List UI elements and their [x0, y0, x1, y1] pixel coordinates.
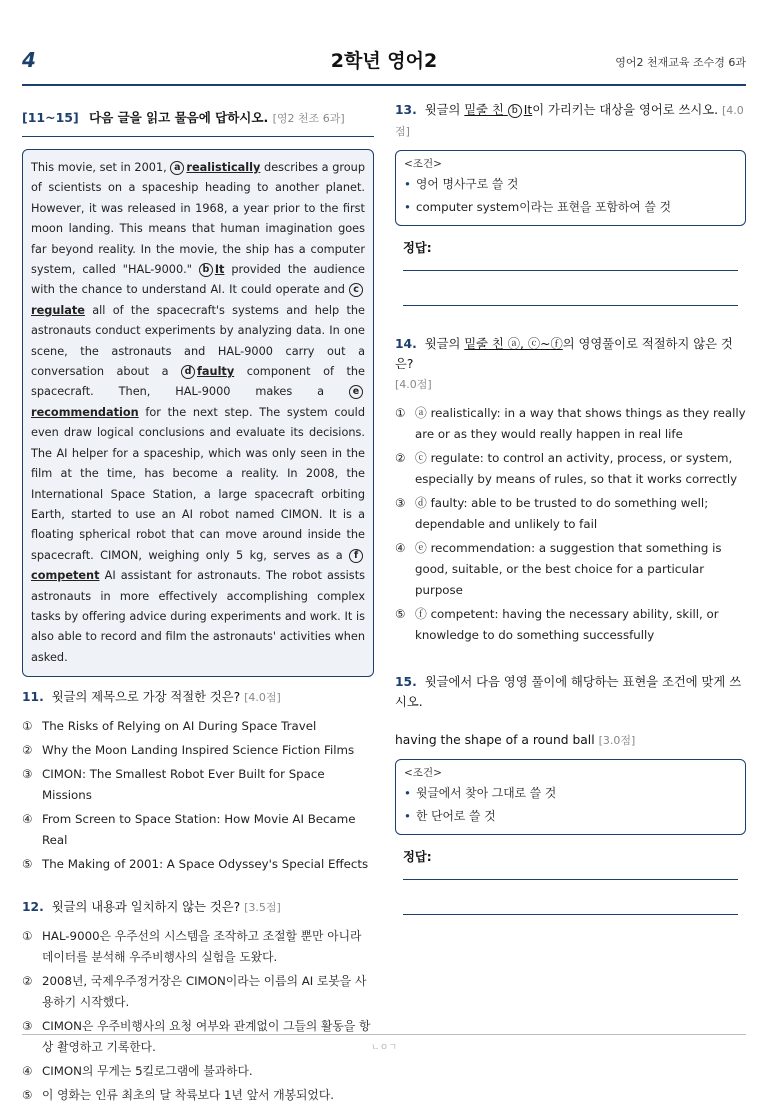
- question-points: [3.5점]: [244, 901, 281, 915]
- choice-text: CIMON의 무게는 5킬로그램에 불과하다.: [42, 1064, 253, 1079]
- condition-item: • 윗글에서 찾아 그대로 쓸 것: [404, 782, 737, 805]
- question-text: 윗글에서 다음 영영 풀이에 해당하는 표현을 조건에 맞게 쓰시오.: [395, 675, 742, 709]
- question-points: [4.0점]: [395, 378, 432, 391]
- choice-option[interactable]: [395, 448, 746, 490]
- question-13: [395, 100, 746, 306]
- choice-text: From Screen to Space Station: How Movie AI Became Real: [42, 812, 356, 848]
- condition-box: [395, 759, 746, 835]
- passage-text: describes a group of scientists on a spaceship heading to another planet. However, it was released in 1968, a year prior to the first moon landing. This means that human imagination goes far beyond reality. In the movie, the ship has a computer system, called "HAL-9000.": [31, 161, 366, 277]
- page-number: 4: [22, 48, 36, 72]
- question-number: 14.: [395, 337, 417, 351]
- choice-text: realistically: in a way that shows things as they really are or as they would really happen in real life: [415, 406, 746, 441]
- choice-number: ⑤: [22, 1088, 33, 1103]
- choice-option[interactable]: [22, 809, 374, 851]
- question-14: [395, 334, 746, 646]
- choice-number: ④: [22, 1064, 33, 1079]
- question-underlined: [464, 103, 532, 117]
- choice-list: [22, 926, 374, 1106]
- page-subtitle: 영어2 천재교육 조수경 6과: [615, 56, 746, 69]
- choice-option[interactable]: [22, 926, 374, 968]
- choice-number: ③: [22, 767, 33, 782]
- question-11: [22, 687, 374, 875]
- question-text: 이 가리키는 대상을 영어로 쓰시오.: [532, 103, 719, 117]
- answer-line[interactable]: [403, 914, 738, 915]
- question-title: [395, 334, 746, 395]
- left-column: [22, 100, 374, 1109]
- choice-mark: ⓓ: [415, 496, 427, 510]
- passage-text: for the next step. The system could even draw logical conclusions and evaluate its decisions. The AI helper for a spaceship, which was only seen in the film at the time, has become a reality. In 2008, the International Space Station, a large spacecraft orbiting Earth, started to use an AI robot named CIMON. It is a floating spherical robot that can move around inside the spacecraft. CIMON, weighing only 5 kg, serves as a: [31, 405, 365, 562]
- question-number: 13.: [395, 103, 417, 117]
- choice-number: ⑤: [395, 607, 406, 621]
- mark-word: It: [523, 103, 533, 117]
- choice-mark: ⓔ: [415, 541, 427, 555]
- choice-text: recommendation: a suggestion that something is good, suitable, or the best choice for a particular purpose: [415, 541, 722, 597]
- choice-option[interactable]: [395, 604, 746, 646]
- marker-b: [199, 263, 225, 276]
- choice-option[interactable]: [395, 493, 746, 535]
- section-heading: [22, 100, 374, 137]
- choice-mark: ⓕ: [415, 607, 427, 621]
- choice-number: ①: [22, 929, 33, 944]
- header-divider: [22, 84, 746, 86]
- condition-title: <조건>: [404, 767, 442, 779]
- choice-number: ⑤: [22, 857, 33, 872]
- question-points: [3.0점]: [598, 734, 636, 747]
- passage-text: AI assistant for astronauts. The robot assists astronauts in more effectively accomplishing complex tasks by offering advice during experiments and work. It is also able to record and film the astronauts' activities when asked.: [31, 569, 366, 664]
- choice-list: [395, 403, 746, 646]
- question-number: 15.: [395, 675, 417, 689]
- question-underlined: 밑줄 친 ⓐ, ⓒ~ⓕ: [464, 337, 563, 351]
- underlined-word-c: regulate: [31, 303, 85, 317]
- question-12: [22, 897, 374, 1106]
- passage-text: This movie, set in 2001,: [31, 161, 167, 174]
- choice-text: regulate: to control an activity, process, or system, especially by means of rules, so that it works correctly: [415, 451, 738, 486]
- condition-box: [395, 150, 746, 226]
- question-title: [22, 897, 374, 918]
- condition-item: • 영어 명사구로 쓸 것: [404, 173, 737, 196]
- choice-text: 2008년, 국제우주정거장은 CIMON이라는 이름의 AI 로봇을 사용하기 시작했다.: [42, 974, 367, 1010]
- passage-text: all of the spacecraft's systems and help the astronauts conduct experiments by analyzing data. In one scene, the astronauts and HAL-9000 carry out a conversation about a: [31, 303, 366, 379]
- underlined-word-b: It: [214, 263, 225, 277]
- choice-text: Why the Moon Landing Inspired Science Fiction Films: [42, 743, 355, 758]
- marker-d: [181, 365, 234, 378]
- circle-mark-e: e: [349, 385, 363, 399]
- choice-mark: ⓐ: [415, 406, 427, 420]
- circle-mark-b: b: [508, 104, 522, 118]
- choice-option[interactable]: [395, 538, 746, 601]
- choice-text: CIMON: The Smallest Robot Ever Built for Space Missions: [42, 767, 325, 803]
- question-text: 윗글의 내용과 일치하지 않는 것은?: [51, 900, 241, 915]
- choice-text: faulty: able to be trusted to do something well; dependable and unlikely to fail: [415, 496, 709, 531]
- condition-item: • computer system이라는 표현을 포함하여 쓸 것: [404, 196, 737, 219]
- definition-line: [395, 730, 746, 751]
- answer-line[interactable]: [403, 879, 738, 880]
- choice-mark: ⓒ: [415, 451, 427, 465]
- section-instruction: 다음 글을 읽고 물음에 답하시오.: [89, 110, 269, 125]
- choice-list: [22, 716, 374, 875]
- choice-text: 이 영화는 인류 최초의 달 착륙보다 1년 앞서 개봉되었다.: [42, 1088, 334, 1103]
- marker-a: [170, 161, 260, 174]
- section-range: [11~15]: [22, 110, 79, 125]
- choice-option[interactable]: [22, 971, 374, 1013]
- footer-mark: ㄴㅇㄱ: [370, 1043, 398, 1053]
- circle-mark-c: c: [349, 283, 363, 297]
- underlined-text: 밑줄 친: [464, 103, 504, 117]
- question-text: 윗글의 제목으로 가장 적절한 것은?: [51, 690, 241, 705]
- question-points: [4.0점]: [395, 104, 744, 138]
- choice-option[interactable]: [395, 403, 746, 445]
- section-source: [영2 천조 6과]: [272, 112, 345, 125]
- definition-text: having the shape of a round ball: [395, 733, 595, 747]
- circle-mark-a: a: [170, 161, 184, 175]
- choice-text: CIMON은 우주비행사의 요청 여부와 관계없이 그들의 활동을 항상 촬영하고 기록한다.: [42, 1019, 371, 1055]
- choice-text: competent: having the necessary ability, skill, or knowledge to do something successfully: [415, 607, 719, 642]
- circle-mark-b: b: [199, 263, 213, 277]
- choice-number: ③: [22, 1019, 33, 1034]
- choice-number: ②: [22, 743, 33, 758]
- choice-text: HAL-9000은 우주선의 시스템을 조작하고 조절할 뿐만 아니라 데이터를 분석해 우주비행사의 실험을 도왔다.: [42, 929, 362, 965]
- choice-text: The Making of 2001: A Space Odyssey's Special Effects: [42, 857, 369, 872]
- choice-number: ①: [395, 406, 406, 420]
- choice-option[interactable]: [22, 854, 374, 875]
- page-title: 2학년 영어2: [330, 50, 438, 72]
- right-column: [395, 100, 746, 915]
- underlined-word-d: faulty: [196, 365, 235, 379]
- choice-option[interactable]: [22, 1085, 374, 1106]
- underlined-word-f: competent: [31, 569, 100, 583]
- passage-text: provided the audience with the chance to understand AI. It could operate and: [31, 263, 366, 297]
- choice-option[interactable]: [22, 764, 374, 806]
- choice-number: ①: [22, 719, 33, 734]
- answer-line[interactable]: [403, 305, 738, 306]
- answer-label: 정답:: [403, 241, 432, 255]
- condition-title: <조건>: [404, 158, 442, 170]
- choice-number: ②: [395, 451, 406, 465]
- answer-label: 정답:: [403, 850, 432, 864]
- question-title: [22, 687, 374, 708]
- answer-line[interactable]: [403, 270, 738, 271]
- condition-item: • 한 단어로 쓸 것: [404, 805, 737, 828]
- choice-text: The Risks of Relying on AI During Space Travel: [42, 719, 317, 734]
- choice-option[interactable]: [22, 1061, 374, 1082]
- footer-divider: [22, 1034, 746, 1035]
- question-title: [395, 100, 746, 142]
- question-15: [395, 672, 746, 915]
- question-number: 12.: [22, 900, 44, 915]
- question-text: 윗글의: [424, 337, 461, 351]
- choice-number: ④: [22, 812, 33, 827]
- choice-number: ③: [395, 496, 406, 510]
- passage-text: component of the spacecraft. Then, HAL-9000 makes a: [31, 365, 365, 399]
- underlined-word-a: realistically: [186, 161, 261, 174]
- reading-passage: [22, 149, 374, 677]
- choice-number: ②: [22, 974, 33, 989]
- underlined-word-e: recommendation: [31, 405, 139, 419]
- question-text: 의 영영풀이로 적절하지 않은 것은?: [395, 337, 733, 371]
- circle-mark-f: f: [349, 549, 363, 563]
- choice-option[interactable]: [22, 740, 374, 761]
- choice-option[interactable]: [22, 716, 374, 737]
- circle-mark-d: d: [181, 365, 195, 379]
- choice-number: ④: [395, 541, 406, 555]
- question-number: 11.: [22, 690, 44, 705]
- question-title: [395, 672, 746, 712]
- question-text: 윗글의: [424, 103, 461, 117]
- question-points: [4.0점]: [244, 691, 281, 705]
